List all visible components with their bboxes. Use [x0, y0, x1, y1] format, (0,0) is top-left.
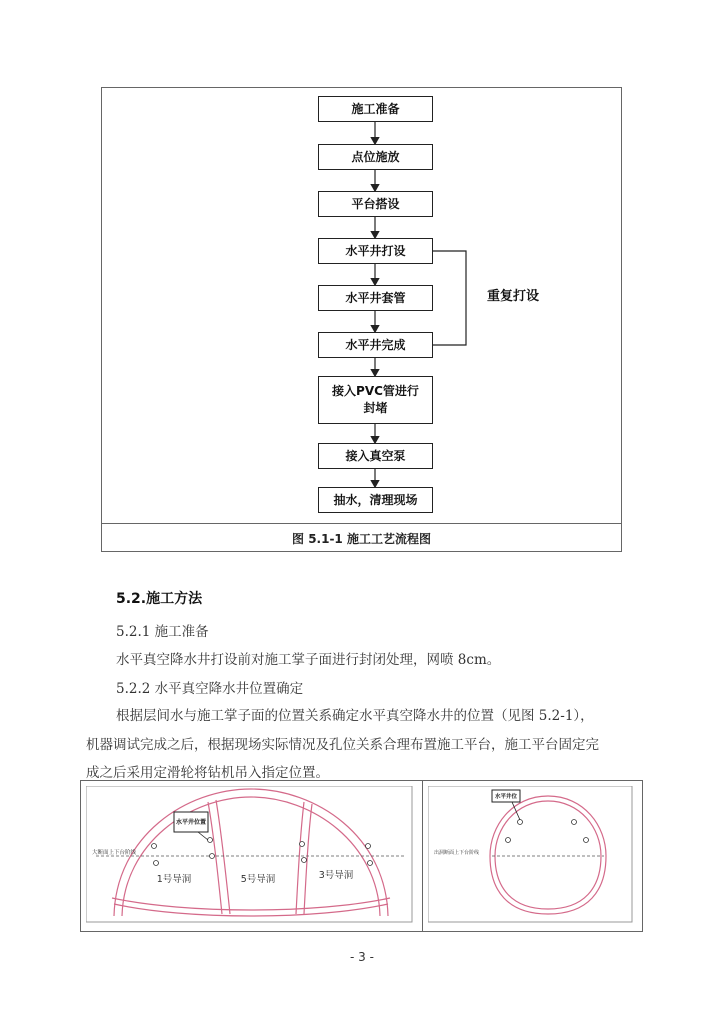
paragraph-1: 水平真空降水井打设前对施工掌子面进行封闭处理，网喷 8cm。	[116, 652, 501, 668]
paragraph-2-line-1: 根据层间水与施工掌子面的位置关系确定水平真空降水井的位置（见图 5.2-1），	[116, 708, 594, 724]
well-label: 水平井位置	[175, 819, 207, 826]
flow-step-6: 水平井完成	[318, 332, 433, 358]
bench-line-label: 大断面上下台阶线	[92, 850, 137, 856]
flow-step-3: 平台搭设	[318, 191, 433, 217]
flow-step-9: 抽水，清理现场	[318, 487, 433, 513]
large-section-drawing	[86, 786, 416, 926]
flow-step-7: 接入PVC管进行封堵	[318, 376, 433, 424]
figure-divider	[422, 780, 423, 932]
bench-line-label: 出洞断面上下台阶线	[434, 850, 480, 856]
paragraph-2-line-2: 机器调试完成之后，根据现场实际情况及孔位关系合理布置施工平台，施工平台固定完	[86, 737, 599, 753]
flow-step-8: 接入真空泵	[318, 443, 433, 469]
flow-step-5: 水平井套管	[318, 285, 433, 311]
repeat-loop-label: 重复打设	[487, 289, 540, 304]
small-section-drawing	[428, 786, 636, 926]
tunnel-label-1: 1号导洞	[156, 874, 192, 885]
flow-step-2: 点位施放	[318, 144, 433, 170]
tunnel-label-5: 5号导洞	[240, 874, 276, 885]
subsection-1-title: 5.2.1 施工准备	[116, 624, 209, 640]
tunnel-label-3: 3号导洞	[318, 870, 354, 881]
section-heading: 5.2.施工方法	[116, 591, 203, 607]
subsection-2-title: 5.2.2 水平真空降水井位置确定	[116, 681, 304, 697]
figure-caption: 图 5.1-1 施工工艺流程图	[292, 532, 431, 546]
page-number: - 3 -	[350, 950, 374, 964]
flow-step-1: 施工准备	[318, 96, 433, 122]
paragraph-2-line-3: 成之后采用定滑轮将钻机吊入指定位置。	[86, 765, 329, 781]
repeat-loop-line	[433, 251, 466, 345]
well-label: 水平井位	[494, 794, 518, 800]
flow-step-4: 水平井打设	[318, 238, 433, 264]
